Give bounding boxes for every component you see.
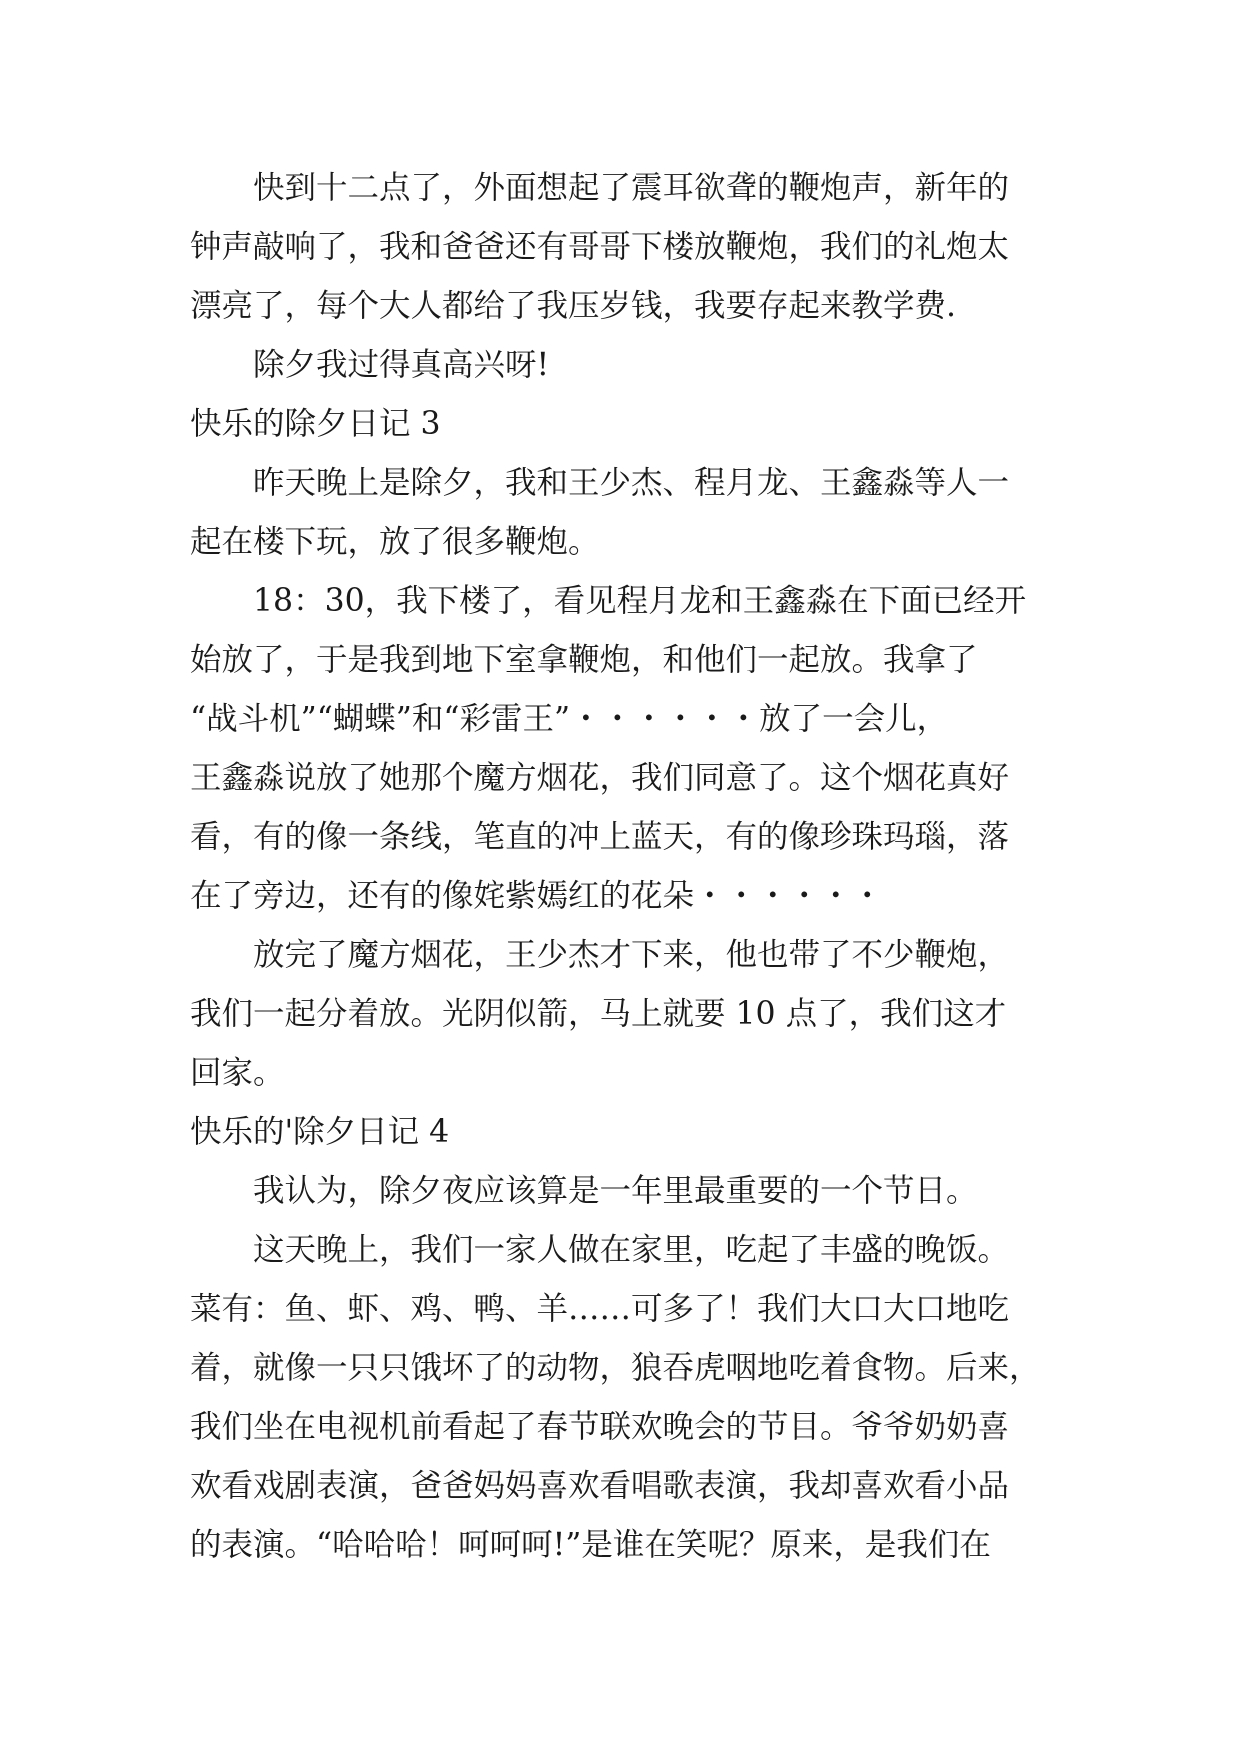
text-line: 看，有的像一条线，笔直的冲上蓝天，有的像珍珠玛瑙，落	[190, 819, 1010, 855]
text-line: “战斗机”“蝴蝶”和“彩雷王”・・・・・・放了一会儿，	[190, 701, 949, 737]
text-line: 起在楼下玩，放了很多鞭炮。	[190, 524, 600, 560]
paragraph	[190, 159, 1058, 336]
document-page	[190, 159, 1058, 1575]
text-line: 18：30，我下楼了，看见程月龙和王鑫淼在下面已经开	[253, 583, 1027, 619]
text-line: 这天晚上，我们一家人做在家里，吃起了丰盛的晚饭。	[253, 1232, 1010, 1268]
paragraph	[190, 926, 1058, 1103]
paragraph	[190, 336, 1058, 395]
text-line: 的表演。“哈哈哈！呵呵呵!”是谁在笑呢？原来，是我们在	[190, 1527, 991, 1563]
text-line: 昨天晚上是除夕，我和王少杰、程月龙、王鑫淼等人一	[253, 465, 1010, 501]
text-line: 我认为，除夕夜应该算是一年里最重要的一个节日。	[253, 1173, 978, 1209]
text-line: 欢看戏剧表演，爸爸妈妈喜欢看唱歌表演，我却喜欢看小品	[190, 1468, 1010, 1504]
text-line: 放完了魔方烟花，王少杰才下来，他也带了不少鞭炮，	[253, 937, 1010, 973]
text-line: 菜有：鱼、虾、鸡、鸭、羊……可多了！我们大口大口地吃	[190, 1291, 1010, 1327]
text-line: 快到十二点了，外面想起了震耳欲聋的鞭炮声，新年的	[253, 170, 1010, 206]
section-heading: 快乐的除夕日记 3	[190, 406, 441, 442]
paragraph	[190, 454, 1058, 572]
text-line: 漂亮了，每个大人都给了我压岁钱，我要存起来教学费.	[190, 288, 957, 324]
text-line: 在了旁边，还有的像姹紫嫣红的花朵・・・・・・	[190, 878, 884, 914]
text-line: 除夕我过得真高兴呀!	[253, 347, 550, 383]
text-line: 我们一起分着放。光阴似箭，马上就要 10 点了，我们这才	[190, 996, 1007, 1032]
text-line: 始放了，于是我到地下室拿鞭炮，和他们一起放。我拿了	[190, 642, 978, 678]
text-line: 我们坐在电视机前看起了春节联欢晚会的节目。爷爷奶奶喜	[190, 1409, 1010, 1445]
text-line: 着，就像一只只饿坏了的动物，狼吞虎咽地吃着食物。后来，	[190, 1350, 1041, 1386]
section-heading: 快乐的'除夕日记 4	[190, 1114, 450, 1150]
text-line: 王鑫淼说放了她那个魔方烟花，我们同意了。这个烟花真好	[190, 760, 1010, 796]
text-line: 钟声敲响了，我和爸爸还有哥哥下楼放鞭炮，我们的礼炮太	[190, 229, 1010, 265]
paragraph	[190, 572, 1058, 926]
paragraph	[190, 1162, 1058, 1221]
paragraph	[190, 1221, 1058, 1575]
text-line: 回家。	[190, 1055, 285, 1091]
